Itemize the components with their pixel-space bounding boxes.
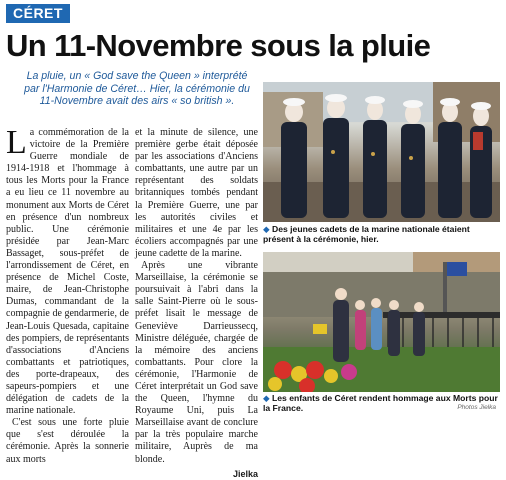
photo-credit: Photos Jielka — [457, 404, 496, 411]
article-column-2 — [135, 127, 258, 480]
paragraph-text: a commémoration de la victoire de la Première Guerre mondiale de 1914-1918 et l'hommage à tous les Morts pour la France a eu lieu ce 11 novembre au monument aux Morts de Céret en présence d'un nombreux public. Une cérémonie présidée par Jean-Marc Bassaget, sous-préfet de l'arrondissement de Céret, en présence de Michel Coste, maire, de Jean-Christophe Dumas, commandant de la compagnie de gendarmerie, de Jean-Louis Quesada, capitaine des pompiers, de représentants d'associations d'Anciens combattants et patriotiques, des porte-drapeaux, des sapeurs-pompiers et une délégation de cadets de la marine nationale. — [6, 127, 129, 417]
paragraph — [6, 124, 129, 417]
article-column-1 — [6, 124, 129, 466]
drop-cap: L — [6, 124, 27, 161]
photo-cadets — [263, 82, 500, 222]
caption-marker-icon: ◆ — [263, 224, 270, 234]
photo-cadets-illustration — [263, 82, 500, 222]
paragraph: et la minute de silence, une première gerbe était déposée par les associations d'Anciens combattants, une autre par un représentant des soldats britanniques tombés pendant la Première Guerre, une par les autorités civiles et militaires et une 4e par les écoliers accompagnés par une jeune cadette de la marine. — [135, 127, 258, 259]
section-tag: CÉRET — [6, 4, 70, 23]
lead-paragraph: La pluie, un « God save the Queen » interprété par l'Harmonie de Céret… Hier, la cérémonie du 11-Novembre avait des airs « so british ». — [24, 70, 250, 108]
paragraph: Après une vibrante Marseillaise, la cérémonie se poursuivait à l'abri dans la salle Saint-Pierre où le sous-préfet lisait le message de Geneviève Darrieussecq, Ministre déléguée, chargée de la mémoire des anciens combattants. Pour clore la cérémonie, l'Harmonie de Céret interprétait un God save the Queen, l'hymne du Royaume Uni, puis La Marseillaise avant de conclure par la très populaire marche militaire, Auprès de ma blonde. — [135, 260, 258, 465]
caption-marker-icon: ◆ — [263, 393, 270, 403]
photo-caption — [263, 224, 500, 245]
caption-text: Des jeunes cadets de la marine nationale étaient présent à la cérémonie, hier. — [263, 224, 470, 245]
author-signature: Jielka — [232, 468, 258, 479]
photo-children-illustration — [263, 252, 500, 392]
caption-text: Les enfants de Céret rendent hommage aux Morts pour la France. — [263, 393, 498, 414]
photo-children — [263, 252, 500, 392]
paragraph: C'est sous une forte pluie que s'est déroulée la cérémonie. Après la sonnerie aux morts — [6, 417, 129, 465]
headline: Un 11-Novembre sous la pluie — [6, 28, 431, 63]
